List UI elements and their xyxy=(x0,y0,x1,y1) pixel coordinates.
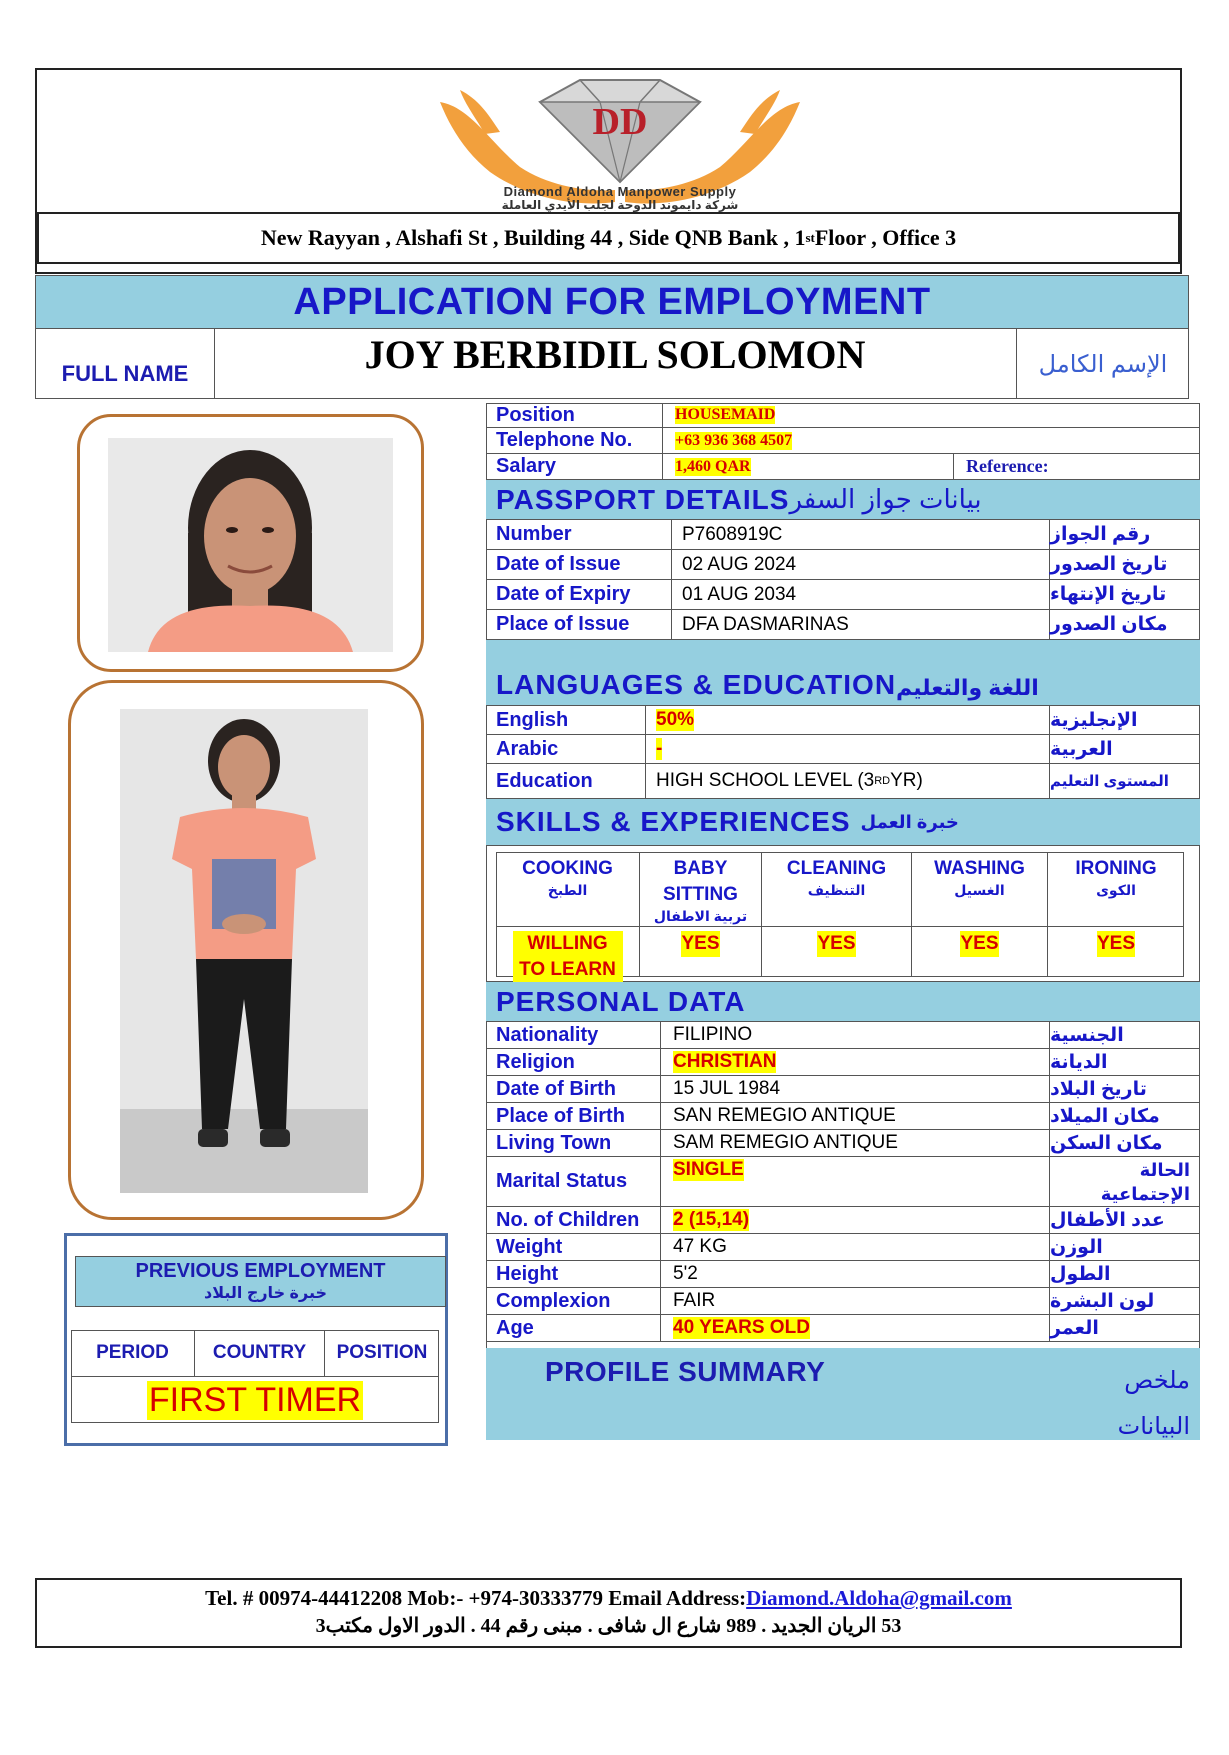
skill-header xyxy=(762,852,912,927)
skill-value-cell xyxy=(640,927,762,977)
address-sup: st xyxy=(805,230,815,245)
personal-row-label: Marital Status xyxy=(486,1157,661,1207)
col-position: POSITION xyxy=(325,1330,439,1377)
personal-row-value-cell xyxy=(661,1076,1050,1103)
passport-row-value: 01 AUG 2034 xyxy=(672,580,1050,610)
full-name-value: JOY BERBIDIL SOLOMON xyxy=(364,331,866,377)
personal-row-label-ar: مكان الميلاد xyxy=(1050,1103,1200,1130)
salary-value: 1,460 QAR xyxy=(675,457,751,475)
address-bar xyxy=(37,212,1180,264)
personal-row-label: Nationality xyxy=(486,1022,661,1049)
education-value xyxy=(646,764,1050,799)
skill-name: CLEANING xyxy=(786,858,887,879)
salary-label: Salary xyxy=(486,454,663,480)
title-bar xyxy=(35,275,1189,329)
education-text: HIGH SCHOOL LEVEL (3 xyxy=(656,770,875,791)
personal-row-value: 40 YEARS OLD xyxy=(673,1317,810,1338)
address-text: New Rayyan , Alshafi St , Building 44 , Side QNB Bank , 1 xyxy=(260,225,806,250)
skill-value-cell xyxy=(912,927,1048,977)
education-sup: RD xyxy=(874,775,891,787)
english-label-ar: الإنجليزية xyxy=(1050,706,1200,735)
skill-value: YES xyxy=(817,931,855,957)
personal-row-value-cell xyxy=(661,1234,1050,1261)
skills-heading-ar: خبرة العمل xyxy=(860,811,959,832)
passport-row-value: 02 AUG 2024 xyxy=(672,550,1050,580)
previous-employment-title-ar: خبرة خارج البلاد xyxy=(203,1285,327,1302)
skill-value: YES xyxy=(960,931,998,957)
passport-row-label-ar: تاريخ الإنتهاء xyxy=(1050,580,1200,610)
personal-heading-text: PERSONAL DATA xyxy=(496,985,746,1017)
footer-contact: Tel. # 00974-44412208 Mob:- +974-30333779 Email Address: xyxy=(205,1586,747,1610)
footer xyxy=(35,1578,1182,1648)
personal-row-label: Age xyxy=(486,1315,661,1342)
personal-row-label: No. of Children xyxy=(486,1207,661,1234)
skill-header xyxy=(1048,852,1184,927)
personal-row-label-ar: تاريخ البلاد xyxy=(1050,1076,1200,1103)
passport-row-label-ar: رقم الجواز xyxy=(1050,520,1200,550)
passport-row-label-ar: مكان الصدور xyxy=(1050,610,1200,640)
personal-row-value: SAN REMEGIO ANTIQUE xyxy=(673,1105,896,1126)
footer-contact-line xyxy=(37,1586,1180,1611)
personal-row-value-cell xyxy=(661,1288,1050,1315)
education-label: Education xyxy=(486,764,646,799)
english-label: English xyxy=(486,706,646,735)
skill-name-ar: تربية الاطفال xyxy=(653,908,748,924)
personal-row-label-ar: الطول xyxy=(1050,1261,1200,1288)
company-name-ar: شركة دايموند الدوحة لجلب الأيدي العاملة xyxy=(501,198,739,212)
skill-name-ar: الكوى xyxy=(1096,882,1136,898)
skills-heading xyxy=(486,799,1200,846)
skill-value: YES xyxy=(681,931,719,957)
personal-row-value: FAIR xyxy=(673,1290,716,1311)
profile-summary-title: PROFILE SUMMARY xyxy=(545,1356,826,1387)
skills-heading-en: SKILLS & EXPERIENCES xyxy=(496,806,851,837)
languages-heading-ar: اللغة والتعليم xyxy=(896,675,1039,700)
full-name-label-ar: الإسم الكامل xyxy=(1016,329,1189,399)
personal-row-value: SINGLE xyxy=(673,1159,744,1180)
personal-row-value-cell xyxy=(661,1207,1050,1234)
skill-value-cell xyxy=(762,927,912,977)
passport-row-label-ar: تاريخ الصدور xyxy=(1050,550,1200,580)
skill-header xyxy=(640,852,762,927)
passport-row-value: DFA DASMARINAS xyxy=(672,610,1050,640)
skill-name: BABY SITTING xyxy=(663,858,738,905)
portrait-photo xyxy=(108,438,393,652)
personal-row-value-cell xyxy=(661,1103,1050,1130)
personal-row-value: 2 (15,14) xyxy=(673,1209,750,1230)
passport-row-value: P7608919C xyxy=(672,520,1050,550)
skill-name-ar: الغسيل xyxy=(954,882,1005,898)
english-value: 50% xyxy=(656,709,695,730)
personal-row-value: 15 JUL 1984 xyxy=(673,1078,781,1099)
profile-summary-title-ar: ملخص البيانات xyxy=(1117,1367,1190,1440)
arabic-cell xyxy=(646,735,1050,764)
first-timer-badge: FIRST TIMER xyxy=(148,1380,362,1419)
personal-row-value: 5'2 xyxy=(673,1263,698,1284)
personal-row-label-ar: مكان السكن xyxy=(1050,1130,1200,1157)
skill-value: WILLING TO LEARN xyxy=(513,931,623,983)
personal-heading xyxy=(486,982,1200,1022)
previous-employment-header xyxy=(75,1256,446,1307)
previous-employment-title: PREVIOUS EMPLOYMENT xyxy=(135,1260,386,1282)
full-body-photo xyxy=(120,709,368,1193)
skill-name: IRONING xyxy=(1075,858,1157,879)
passport-row-label: Place of Issue xyxy=(486,610,672,640)
position-cell xyxy=(663,403,1200,428)
skill-name-ar: التنظيف xyxy=(807,882,866,898)
personal-row-value: SAM REMEGIO ANTIQUE xyxy=(673,1132,898,1153)
skill-header xyxy=(496,852,640,927)
personal-row-value-cell xyxy=(661,1157,1050,1207)
skill-header xyxy=(912,852,1048,927)
col-period: PERIOD xyxy=(71,1330,195,1377)
arabic-label: Arabic xyxy=(486,735,646,764)
skill-name-ar: الطبخ xyxy=(547,882,588,898)
personal-row-value-cell xyxy=(661,1049,1050,1076)
footer-address-ar: 53 الريان الجديد . 989 شارع ال شافى . مبنى رقم 44 . الدور الاول مكتب3 xyxy=(315,1615,902,1637)
education-label-ar: المستوى التعليم xyxy=(1050,764,1200,799)
personal-row-label-ar: العمر xyxy=(1050,1315,1200,1342)
languages-heading xyxy=(486,640,1200,706)
skill-value: YES xyxy=(1097,931,1135,957)
english-cell xyxy=(646,706,1050,735)
personal-row-label-ar: لون البشرة xyxy=(1050,1288,1200,1315)
col-country: COUNTRY xyxy=(195,1330,325,1377)
personal-row-label-ar: الحالة الإجتماعية xyxy=(1050,1157,1200,1207)
personal-row-label-ar: الجنسية xyxy=(1050,1022,1200,1049)
personal-row-label-ar: الديانة xyxy=(1050,1049,1200,1076)
personal-row-value: 47 KG xyxy=(673,1236,727,1257)
position-label: Position xyxy=(486,403,663,428)
personal-row-value-cell xyxy=(661,1022,1050,1049)
personal-row-label: Complexion xyxy=(486,1288,661,1315)
telephone-value: +63 936 368 4507 xyxy=(675,431,793,449)
passport-row-label: Date of Expiry xyxy=(486,580,672,610)
page-title: APPLICATION FOR EMPLOYMENT xyxy=(293,280,931,323)
personal-row-label-ar: عدد الأطفال xyxy=(1050,1207,1200,1234)
salary-cell xyxy=(663,454,954,480)
passport-heading-ar: بيانات جواز السفر xyxy=(789,484,982,514)
passport-row-label: Date of Issue xyxy=(486,550,672,580)
personal-row-label: Religion xyxy=(486,1049,661,1076)
languages-heading-en: LANGUAGES & EDUCATION xyxy=(496,669,897,700)
passport-row-label: Number xyxy=(486,520,672,550)
personal-row-label: Place of Birth xyxy=(486,1103,661,1130)
passport-heading-en: PASSPORT DETAILS xyxy=(496,483,790,515)
passport-heading xyxy=(486,480,1200,520)
education-text-end: YR) xyxy=(890,770,923,791)
skill-value-cell xyxy=(1048,927,1184,977)
full-name-label: FULL NAME xyxy=(35,329,215,399)
address-text-end: Floor , Office 3 xyxy=(814,225,957,250)
personal-row-label-ar: الوزن xyxy=(1050,1234,1200,1261)
telephone-cell xyxy=(663,428,1200,454)
skill-name: COOKING xyxy=(522,858,613,879)
personal-row-label: Weight xyxy=(486,1234,661,1261)
personal-row-label: Height xyxy=(486,1261,661,1288)
footer-email-link[interactable]: Diamond.Aldoha@gmail.com xyxy=(746,1586,1012,1610)
telephone-label: Telephone No. xyxy=(486,428,663,454)
previous-employment-value-cell xyxy=(71,1377,439,1423)
personal-row-value: CHRISTIAN xyxy=(673,1051,777,1072)
personal-row-value-cell xyxy=(661,1261,1050,1288)
position-value: HOUSEMAID xyxy=(675,406,776,423)
personal-row-label: Date of Birth xyxy=(486,1076,661,1103)
skill-name: WASHING xyxy=(934,858,1025,879)
arabic-value: - xyxy=(656,738,663,759)
svg-text:DD: DD xyxy=(592,101,648,143)
personal-row-value-cell xyxy=(661,1315,1050,1342)
reference-label: Reference: xyxy=(954,454,1200,480)
personal-row-label: Living Town xyxy=(486,1130,661,1157)
company-name-en: Diamond Aldoha Manpower Supply xyxy=(503,184,737,199)
arabic-label-ar: العربية xyxy=(1050,735,1200,764)
personal-row-value: FILIPINO xyxy=(673,1024,753,1045)
personal-row-value-cell xyxy=(661,1130,1050,1157)
skill-value-cell xyxy=(496,927,640,980)
